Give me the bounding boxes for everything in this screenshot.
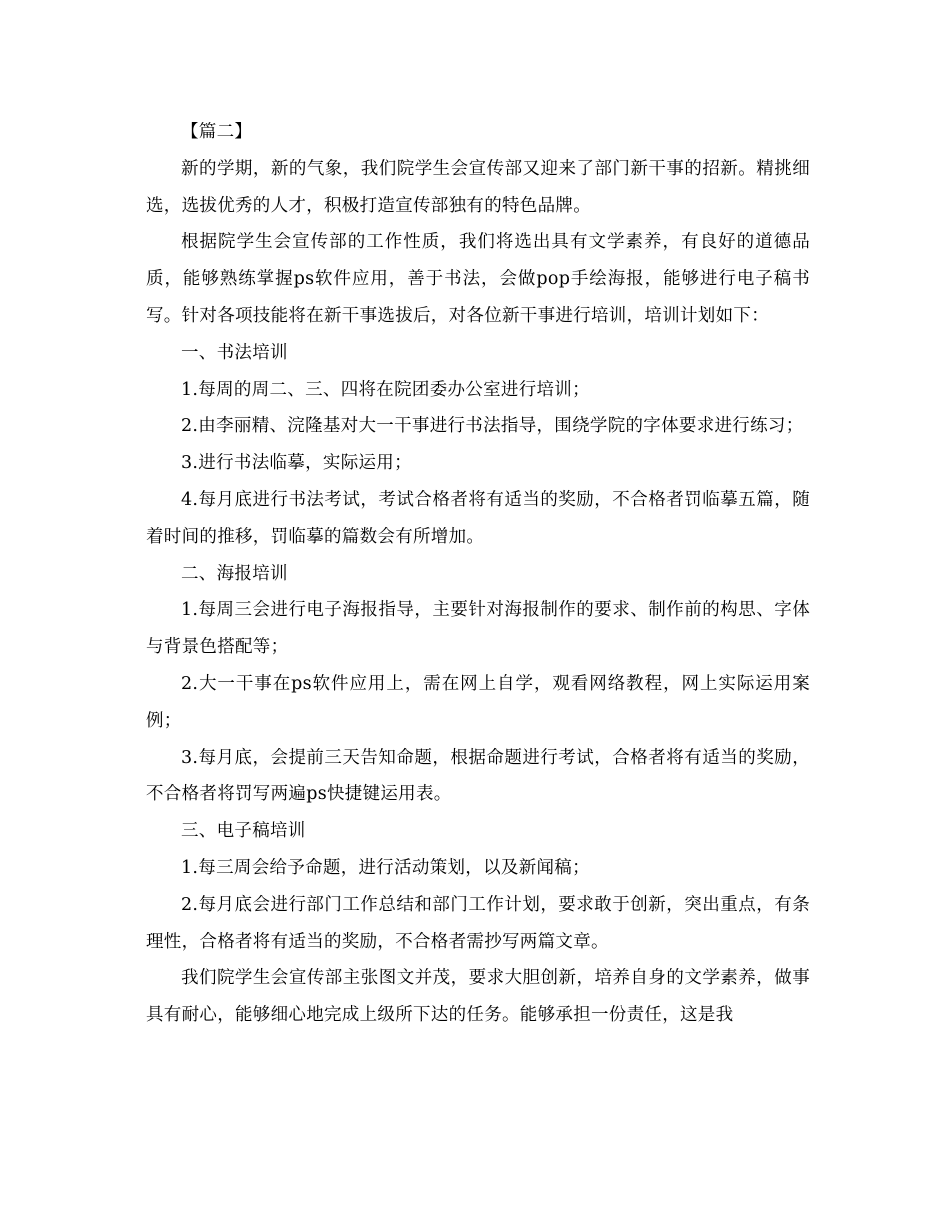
list-item: 1.每三周会给予命题，进行活动策划，以及新闻稿； [181,857,590,878]
subheading-electronic-draft: 三、电子稿培训 [181,821,306,842]
list-item: 4.每月底进行书法考试，考试合格者将有适当的奖励，不合格者罚临摹五篇，随着时间的推移，罚临摹的篇数会有所增加。 [146,489,810,547]
paragraph-closing: 我们院学生会宣传部主张图文并茂，要求大胆创新，培养自身的文学素养，做事具有耐心，能够细心地完成上级所下达的任务。能够承担一份责任，这是我 [146,968,810,1026]
list-item: 2.每月底会进行部门工作总结和部门工作计划，要求敢于创新，突出重点，有条理性，合格者将有适当的奖励，不合格者需抄写两篇文章。 [146,894,810,952]
paragraph-requirements: 根据院学生会宣传部的工作性质，我们将选出具有文学素养，有良好的道德品质，能够熟练掌握ps软件应用，善于书法，会做pop手绘海报，能够进行电子稿书写。针对各项技能将在新干事选拔后，对各位新干事进行培训，培训计划如下： [146,232,810,326]
list-item: 2.由李丽精、浣隆基对大一干事进行书法指导，围绕学院的字体要求进行练习； [181,416,804,437]
list-item: 3.每月底，会提前三天告知命题，根据命题进行考试，合格者将有适当的奖励，不合格者将罚写两遍ps快捷键运用表。 [146,747,810,805]
list-item: 3.进行书法临摹，实际运用； [181,453,412,474]
document-body [146,114,810,1034]
list-item: 1.每周的周二、三、四将在院团委办公室进行培训； [181,379,590,400]
section-heading: 【篇二】 [181,122,253,142]
subheading-calligraphy: 一、书法培训 [181,342,288,363]
list-item: 2.大一干事在ps软件应用上，需在网上自学，观看网络教程，网上实际运用案例； [146,673,810,731]
subheading-poster: 二、海报培训 [181,563,288,584]
paragraph-intro: 新的学期，新的气象，我们院学生会宣传部又迎来了部门新干事的招新。精挑细选，选拔优秀的人才，积极打造宣传部独有的特色品牌。 [146,158,810,216]
list-item: 1.每周三会进行电子海报指导，主要针对海报制作的要求、制作前的构思、字体与背景色搭配等； [146,600,810,658]
